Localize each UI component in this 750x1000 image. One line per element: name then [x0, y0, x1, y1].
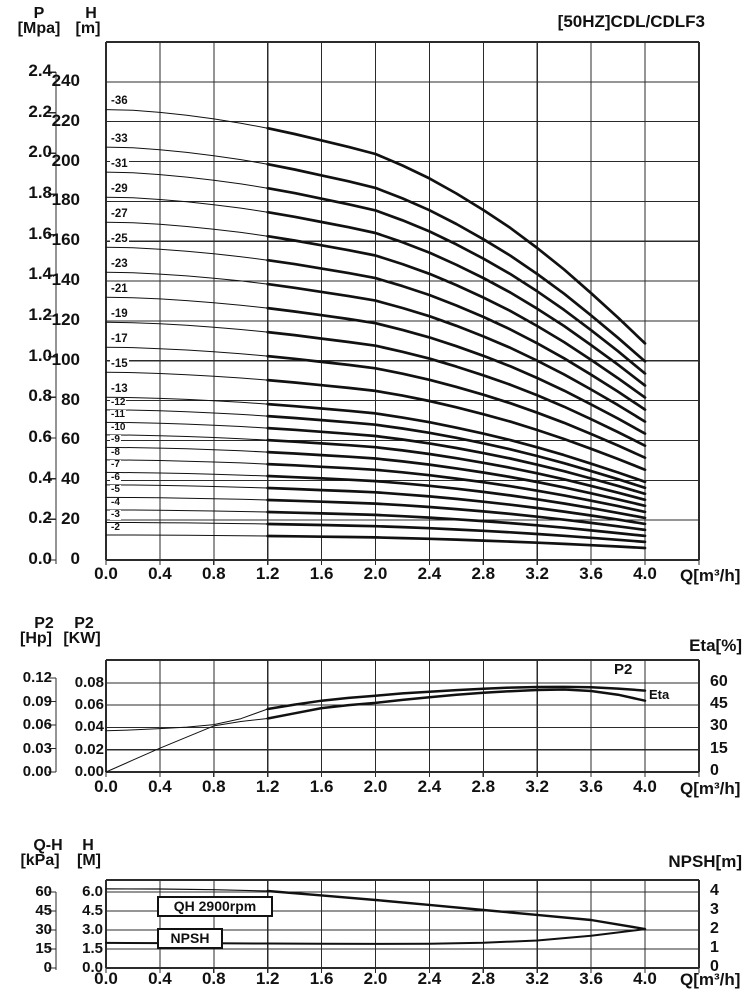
power-x-tick-0.0: 0.0: [94, 777, 118, 796]
main-p-tick-0.8: 0.8: [28, 386, 52, 406]
eta-curve-thin: [106, 719, 268, 773]
main-h-tick-140: 140: [51, 270, 80, 290]
head-curve--11-thin: [106, 422, 268, 428]
power-hp-tick-0.09: 0.09: [22, 692, 52, 710]
npsh-tick-1: 1: [710, 939, 719, 956]
hm-axis-title: H: [82, 837, 94, 854]
power-kw-axis-title: P2: [74, 615, 94, 632]
qh-curve-label-box: QH 2900rpm: [157, 896, 273, 917]
head-curve--23-thin: [106, 272, 268, 284]
npsh-x-tick-0.0: 0.0: [94, 969, 118, 988]
npsh-x-tick-2.4: 2.4: [417, 969, 442, 988]
head-curve--5-thin: [106, 497, 268, 500]
eta-tick-45: 45: [710, 695, 728, 713]
power-x-tick-2.4: 2.4: [417, 777, 442, 796]
head-curve--6-thin: [106, 485, 268, 488]
power-kw-axis-unit: [KW]: [63, 630, 101, 647]
kpa-tick-15: 15: [35, 940, 52, 957]
power-hp-axis-unit: [Hp]: [20, 630, 52, 647]
main-x-tick-1.2: 1.2: [255, 564, 280, 583]
power-x-tick-4.0: 4.0: [633, 777, 657, 796]
curve-label-19: -19: [111, 307, 128, 320]
power-x-tick-2.0: 2.0: [363, 777, 388, 796]
power-x-tick-1.6: 1.6: [309, 777, 334, 796]
npsh-x-tick-1.2: 1.2: [255, 969, 280, 988]
main-p-tick-0.4: 0.4: [28, 467, 52, 487]
main-h-tick-220: 220: [51, 110, 80, 130]
curve-label-21: -21: [111, 282, 128, 295]
power-hp-tick-0.00: 0.00: [22, 763, 52, 780]
npsh-tick-4: 4: [710, 882, 719, 900]
npsh-tick-0: 0: [710, 958, 719, 975]
head-curve--36: [268, 128, 645, 343]
power-x-tick-0.4: 0.4: [148, 777, 172, 796]
curve-label-23: -23: [111, 257, 128, 270]
power-kw-tick-0.00: 0.00: [74, 763, 104, 780]
head-curve--9-thin: [106, 447, 268, 452]
main-p-tick-0.2: 0.2: [28, 508, 52, 528]
npsh-x-tick-0.8: 0.8: [201, 969, 226, 988]
main-x-tick-2.0: 2.0: [363, 564, 388, 583]
main-x-tick-3.6: 3.6: [579, 564, 603, 583]
npsh-tick-3: 3: [710, 901, 719, 919]
eta-tick-60: 60: [710, 672, 728, 690]
head-curve--29-thin: [106, 197, 268, 212]
curve-label-10: -10: [111, 421, 126, 433]
curve-label-27: -27: [111, 207, 128, 220]
npsh-x-tick-1.6: 1.6: [309, 969, 334, 988]
head-curve--27-thin: [106, 222, 268, 236]
main-h-tick-80: 80: [61, 389, 80, 409]
qh-curve-thin: [106, 889, 268, 891]
main-p-tick-1.0: 1.0: [28, 345, 52, 365]
main-p-tick-1.6: 1.6: [28, 223, 52, 243]
power-x-axis-unit-label: Q[m³/h]: [680, 779, 741, 798]
qh-axis-unit: [kPa]: [20, 852, 60, 869]
npsh-x-tick-0.4: 0.4: [148, 969, 172, 988]
curve-label-7: -7: [111, 459, 120, 471]
curve-label-6: -6: [111, 471, 120, 483]
head-curve--19-thin: [106, 322, 268, 332]
curve-label-29: -29: [111, 182, 128, 195]
head-curve--17-thin: [106, 347, 268, 356]
curve-label-9: -9: [111, 434, 120, 446]
main-x-tick-0.0: 0.0: [94, 564, 118, 583]
curve-label-8: -8: [111, 446, 120, 458]
main-h-tick-240: 240: [51, 70, 80, 90]
curve-label-15: -15: [111, 357, 128, 370]
power-hp-tick-0.03: 0.03: [22, 739, 52, 757]
head-curve--12-thin: [106, 410, 268, 416]
main-p-tick-2.0: 2.0: [28, 142, 52, 162]
main-p-tick-1.8: 1.8: [28, 183, 52, 203]
main-p-tick-2.2: 2.2: [28, 101, 52, 121]
head-curve--25-thin: [106, 247, 268, 260]
power-x-tick-0.8: 0.8: [201, 777, 226, 796]
main-x-axis-unit-label: Q[m³/h]: [680, 566, 741, 585]
power-x-tick-3.2: 3.2: [525, 777, 549, 796]
npsh-x-tick-2.0: 2.0: [363, 969, 388, 988]
npsh-axis-title: NPSH[m]: [668, 852, 742, 871]
eta-curve: [268, 690, 645, 719]
curve-label-13: -13: [111, 382, 128, 395]
qh-axis-title: Q-H: [33, 837, 63, 854]
main-x-tick-0.4: 0.4: [148, 564, 172, 583]
main-x-tick-3.2: 3.2: [525, 564, 549, 583]
head-curve--15-thin: [106, 372, 268, 380]
main-p-tick-0.6: 0.6: [28, 427, 52, 447]
main-h-tick-180: 180: [51, 190, 80, 210]
main-h-axis-unit: [m]: [75, 20, 101, 37]
main-h-tick-200: 200: [51, 150, 80, 170]
kpa-tick-0: 0: [43, 959, 52, 976]
curve-label-17: -17: [111, 332, 128, 345]
power-kw-tick-0.02: 0.02: [74, 740, 104, 758]
curve-label-31: -31: [111, 157, 128, 170]
power-x-tick-2.8: 2.8: [471, 777, 496, 796]
power-hp-axis-title: P2: [34, 615, 54, 632]
p2-curve-label: P2: [614, 661, 633, 678]
qh-curve: [268, 891, 645, 929]
kpa-tick-45: 45: [35, 902, 52, 920]
npsh-x-axis-unit-label: Q[m³/h]: [680, 970, 741, 989]
head-curve--36-thin: [106, 110, 268, 129]
eta-curve-label: Eta: [649, 687, 670, 702]
curve-label-2: -2: [111, 521, 120, 533]
head-curve--8-thin: [106, 460, 268, 464]
eta-tick-30: 30: [710, 717, 728, 735]
curve-label-5: -5: [111, 484, 120, 496]
main-h-tick-20: 20: [61, 509, 80, 529]
power-kw-tick-0.08: 0.08: [74, 673, 104, 691]
npsh-x-tick-3.6: 3.6: [579, 969, 603, 988]
hm-tick-0.0: 0.0: [82, 959, 103, 976]
curve-label-3: -3: [111, 509, 120, 521]
head-curve--7-thin: [106, 472, 268, 476]
main-x-tick-1.6: 1.6: [309, 564, 334, 583]
hm-axis-unit: [M]: [77, 852, 101, 869]
head-curve--3-thin: [106, 523, 268, 525]
main-h-tick-0: 0: [70, 549, 80, 568]
main-x-tick-2.4: 2.4: [417, 564, 442, 583]
main-h-tick-120: 120: [51, 309, 80, 329]
main-h-tick-100: 100: [51, 349, 80, 369]
hm-tick-1.5: 1.5: [82, 940, 103, 957]
head-curve--31-thin: [106, 172, 268, 188]
power-kw-tick-0.04: 0.04: [74, 718, 104, 736]
curve-label-25: -25: [111, 232, 128, 245]
main-p-tick-1.2: 1.2: [28, 305, 52, 325]
page-title: [50HZ]CDL/CDLF3: [557, 12, 705, 31]
hm-tick-6.0: 6.0: [82, 883, 103, 901]
main-p-axis-unit: [Mpa]: [17, 20, 61, 37]
head-curve--21-thin: [106, 297, 268, 308]
main-p-axis-title: P: [33, 5, 45, 22]
power-x-tick-1.2: 1.2: [255, 777, 280, 796]
power-hp-tick-0.06: 0.06: [22, 716, 52, 733]
hm-tick-4.5: 4.5: [82, 902, 103, 920]
kpa-tick-30: 30: [35, 921, 52, 938]
power-kw-tick-0.06: 0.06: [74, 696, 104, 714]
main-x-tick-0.8: 0.8: [201, 564, 226, 583]
main-p-tick-1.4: 1.4: [28, 264, 52, 284]
curve-label-12: -12: [111, 396, 126, 408]
power-hp-tick-0.12: 0.12: [22, 669, 52, 686]
eta-tick-15: 15: [710, 739, 728, 757]
main-x-tick-4.0: 4.0: [633, 564, 657, 583]
power-x-tick-3.6: 3.6: [579, 777, 603, 796]
curve-label-36: -36: [111, 95, 128, 108]
npsh-curve-label-box: NPSH: [157, 928, 223, 949]
head-curve--2-thin: [106, 535, 268, 536]
curve-label-4: -4: [111, 496, 120, 508]
npsh-x-tick-4.0: 4.0: [633, 969, 657, 988]
eta-axis-title: Eta[%]: [689, 636, 742, 655]
hm-tick-3.0: 3.0: [82, 921, 103, 938]
main-p-tick-2.4: 2.4: [28, 61, 52, 81]
main-h-tick-160: 160: [51, 230, 80, 250]
npsh-tick-2: 2: [710, 920, 719, 937]
main-x-tick-2.8: 2.8: [471, 564, 496, 583]
curve-label-11: -11: [111, 409, 125, 421]
head-curve--4-thin: [106, 510, 268, 512]
main-h-axis-title: H: [85, 5, 97, 22]
npsh-x-tick-3.2: 3.2: [525, 969, 549, 988]
main-h-tick-60: 60: [61, 429, 80, 449]
curve-label-33: -33: [111, 132, 128, 145]
kpa-tick-60: 60: [35, 883, 52, 901]
eta-tick-0: 0: [710, 762, 719, 779]
head-curve--7: [268, 476, 645, 518]
main-p-tick-0.0: 0.0: [28, 549, 52, 568]
npsh-x-tick-2.8: 2.8: [471, 969, 496, 988]
head-curve--10-thin: [106, 435, 268, 440]
main-h-tick-40: 40: [61, 469, 80, 489]
